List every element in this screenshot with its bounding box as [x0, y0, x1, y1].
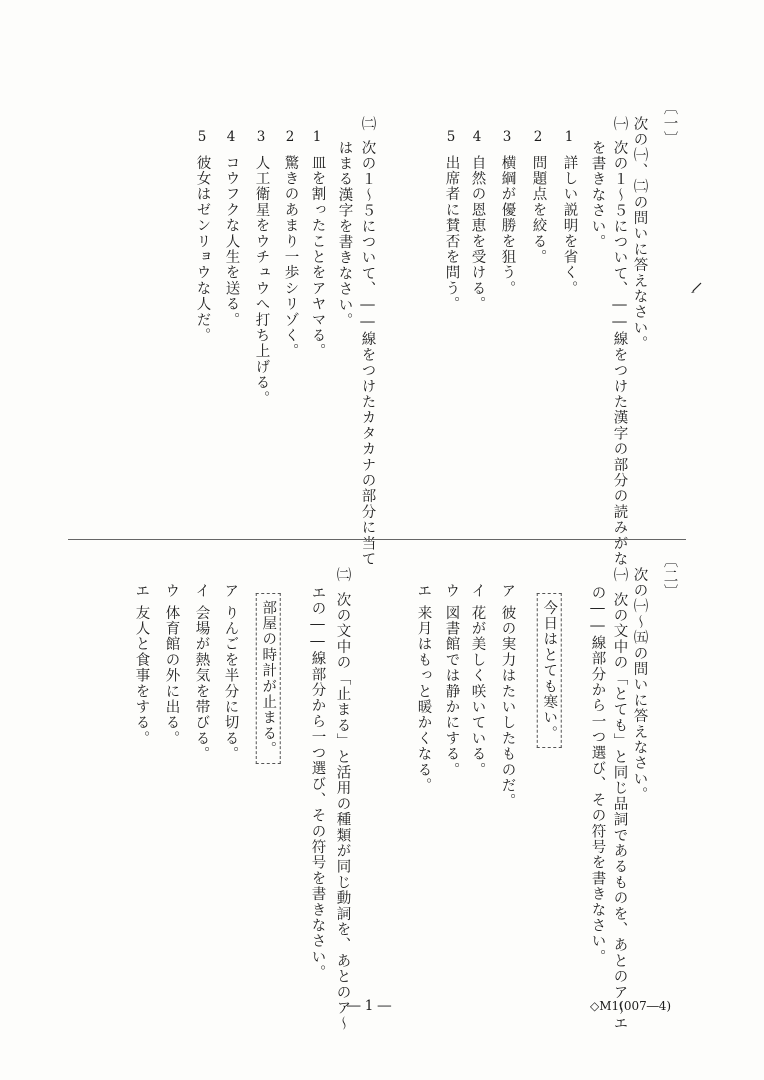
q2-mark: ㈡	[359, 116, 376, 132]
choice-text: 図書館では静かにする。	[443, 605, 460, 778]
s2-q2-mark: ㈡	[334, 567, 351, 583]
choice-text: 友人と食事をする。	[133, 605, 150, 747]
q2-item-text: 人工衛星をウチュウへ打ち上げる。	[253, 155, 270, 407]
q2-item-number: 4	[226, 129, 236, 145]
s2-q1-example-sentence: 今日はとても寒い。	[541, 600, 558, 742]
choice-label: ア	[499, 583, 516, 598]
s2-q2-example-box	[256, 593, 281, 764]
choice-label: エ	[133, 583, 150, 598]
q1-item-number: 4	[472, 129, 482, 145]
q1-item-number: 5	[446, 129, 456, 145]
choice-label: ア	[222, 583, 239, 598]
q2-item-text: 彼女はゼンリョウな人だ。	[194, 155, 211, 344]
q1-item-number: 2	[533, 129, 543, 145]
section-1-mark: 〔一〕	[661, 100, 678, 148]
q2-item-text: 皿を割ったことをアヤマる。	[309, 155, 326, 360]
q1-item-text: 横綱が優勝を狙う。	[499, 155, 516, 297]
section-2-mark: 〔二〕	[661, 553, 678, 601]
choice-text: りんごを半分に切る。	[222, 605, 239, 762]
choice-text: 来月はもっと暖かくなる。	[415, 605, 432, 794]
q1-item-number: 1	[564, 129, 574, 145]
choice-label: イ	[193, 583, 210, 598]
choice-text: 体育館の外に出る。	[163, 605, 180, 747]
q2-instruction-line2: はまる漢字を書きなさい。	[336, 140, 353, 329]
s2-q2-example-sentence: 部屋の時計が止まる。	[260, 600, 277, 757]
q1-instruction-line2: を書きなさい。	[589, 140, 606, 250]
pen-mark-icon	[690, 282, 702, 294]
s2-q1-example-box	[537, 593, 562, 748]
q2-item-number: 5	[197, 129, 207, 145]
choice-label: イ	[469, 583, 486, 598]
q2-item-number: 2	[285, 129, 295, 145]
choice-text: 花が美しく咲いている。	[469, 605, 486, 778]
q2-item-number: 3	[256, 129, 266, 145]
choice-label: ウ	[163, 583, 180, 598]
choice-label: ウ	[443, 583, 460, 598]
section-2-instruction: 次の㈠～㈤の問いに答えなさい。	[631, 567, 648, 803]
section-divider	[68, 539, 686, 540]
q1-item-text: 詳しい説明を省く。	[561, 155, 578, 297]
s2-q2-instruction-line1: 次の文中の「止まる」と活用の種類が同じ動詞を、あとのア～	[334, 592, 351, 1032]
q1-item-number: 3	[502, 129, 512, 145]
q2-instruction-line1: 次の１～５について、――線をつけたカタカナの部分に当て	[359, 140, 376, 567]
q2-item-text: 驚きのあまり一歩シリゾく。	[282, 155, 299, 360]
q1-item-text: 自然の恩恵を受ける。	[469, 155, 486, 312]
section-1-instruction: 次の㈠、㈡の問いに答えなさい。	[631, 116, 648, 352]
q2-item-text: コウフクな人生を送る。	[223, 155, 240, 328]
s2-q1-instruction-line2: の――線部分から一つ選び、その符号を書きなさい。	[589, 585, 606, 965]
s2-q2-instruction-line2: エの――線部分から一つ選び、その符号を書きなさい。	[309, 585, 326, 981]
choice-text: 会場が熱気を帯びる。	[193, 605, 210, 762]
q1-item-text: 問題点を絞る。	[530, 155, 547, 265]
s2-q1-mark: ㈠	[611, 567, 628, 583]
q2-item-number: 1	[312, 129, 322, 145]
page-number: ― 1 ―	[347, 998, 392, 1014]
document-code: ◇M1(007―4)	[590, 999, 672, 1013]
q1-item-text: 出席者に賛否を問う。	[443, 155, 460, 312]
s2-q1-instruction-line1: 次の文中の「とても」と同じ品詞であるものを、あとのア～エ	[611, 592, 628, 1032]
choice-text: 彼の実力はたいしたものだ。	[499, 605, 516, 810]
choice-label: エ	[415, 583, 432, 598]
q1-instruction-line1: 次の１～５について、――線をつけた漢字の部分の読みがな	[611, 140, 628, 567]
q1-mark: ㈠	[611, 116, 628, 132]
